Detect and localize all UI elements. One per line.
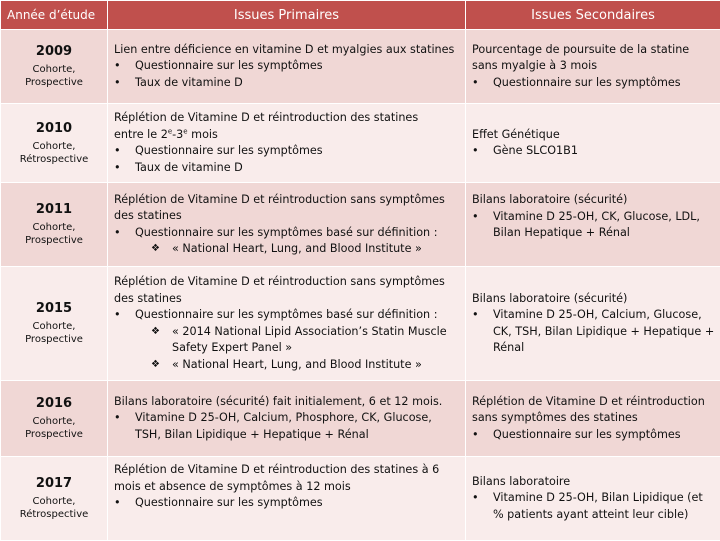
sub-bullet-item: ❖ « 2014 National Lipid Association’s Statin Muscle Safety Expert Panel » — [114, 324, 459, 357]
bullet-item: • Questionnaire sur les symptômes — [472, 427, 714, 444]
secondary-outcome-cell: Bilans laboratoire • Vitamine D 25-OH, Bilan Lipidique (et % patients ayant atteint leur cible) — [466, 457, 720, 541]
table-row — [1, 183, 720, 267]
year-label: 2011 — [7, 202, 101, 218]
year-cell — [1, 104, 108, 183]
secondary-outcome-cell: Effet Génétique • Gène SLCO1B1 — [466, 104, 720, 183]
bullet-item: • Questionnaire sur les symptômes — [472, 75, 714, 92]
year-cell — [1, 183, 108, 267]
year-label: 2016 — [7, 396, 101, 412]
bullet-item: • Questionnaire sur les symptômes basé sur définition : — [114, 307, 459, 324]
year-cell — [1, 381, 108, 457]
bullet-item: • Vitamine D 25-OH, Calcium, Phosphore, CK, Glucose, TSH, Bilan Lipidique + Hepatique + Rénal — [114, 410, 459, 443]
year-label: 2010 — [7, 121, 101, 137]
header-secondary: Issues Secondaires — [466, 1, 720, 30]
study-design: Cohorte, Prospective — [7, 221, 101, 247]
bullet-item: • Gène SLCO1B1 — [472, 143, 714, 160]
year-label: 2009 — [7, 44, 101, 60]
header-row — [1, 1, 720, 30]
sub-bullet-item: ❖ « National Heart, Lung, and Blood Institute » — [114, 241, 459, 258]
bullet-item: • Questionnaire sur les symptômes — [114, 143, 459, 160]
bullet-item: • Taux de vitamine D — [114, 75, 459, 92]
diamond-bullet-icon: ❖ — [151, 241, 160, 258]
secondary-outcome-cell: Pourcentage de poursuite de la statine sans myalgie à 3 mois • Questionnaire sur les symptômes — [466, 30, 720, 104]
table-row — [1, 457, 720, 541]
study-design: Cohorte, Rétrospective — [7, 495, 101, 521]
study-design: Cohorte, Rétrospective — [7, 140, 101, 166]
diamond-bullet-icon: ❖ — [151, 324, 160, 341]
table-row — [1, 267, 720, 381]
bullet-item: • Questionnaire sur les symptômes — [114, 495, 459, 512]
bullet-item: • Vitamine D 25-OH, Bilan Lipidique (et % patients ayant atteint leur cible) — [472, 490, 714, 523]
year-cell — [1, 457, 108, 541]
study-design: Cohorte, Prospective — [7, 415, 101, 441]
year-cell — [1, 267, 108, 381]
year-label: 2015 — [7, 301, 101, 317]
bullet-item: • Questionnaire sur les symptômes basé sur définition : — [114, 225, 459, 242]
diamond-bullet-icon: ❖ — [151, 357, 160, 374]
study-design: Cohorte, Prospective — [7, 320, 101, 346]
primary-outcome-cell: Réplétion de Vitamine D et réintroduction des statines entre le 2e-3e mois • Questionnaire sur les symptômes • Taux de vitamine D — [108, 104, 466, 183]
header-year: Année d’étude — [1, 1, 108, 30]
sub-bullet-item: ❖ « National Heart, Lung, and Blood Institute » — [114, 357, 459, 374]
primary-outcome-cell: Réplétion de Vitamine D et réintroduction des statines à 6 mois et absence de symptômes à 12 mois • Questionnaire sur les symptômes — [108, 457, 466, 541]
primary-outcome-cell: Lien entre déficience en vitamine D et myalgies aux statines • Questionnaire sur les symptômes • Taux de vitamine D — [108, 30, 466, 104]
primary-outcome-cell: Bilans laboratoire (sécurité) fait initialement, 6 et 12 mois. • Vitamine D 25-OH, Calcium, Phosphore, CK, Glucose, TSH, Bilan Lipidique + Hepatique + Rénal — [108, 381, 466, 457]
header-primary: Issues Primaires — [108, 1, 466, 30]
study-design: Cohorte, Prospective — [7, 63, 101, 89]
year-label: 2017 — [7, 476, 101, 492]
secondary-outcome-cell: Bilans laboratoire (sécurité) • Vitamine D 25-OH, Calcium, Glucose, CK, TSH, Bilan Lipidique + Hepatique + Rénal — [466, 267, 720, 381]
primary-outcome-cell: Réplétion de Vitamine D et réintroduction sans symptômes des statines • Questionnaire sur les symptômes basé sur définition : ❖ « National Heart, Lung, and Blood Institute » — [108, 183, 466, 267]
secondary-outcome-cell: Réplétion de Vitamine D et réintroduction sans symptômes des statines • Questionnaire sur les symptômes — [466, 381, 720, 457]
table-row — [1, 30, 720, 104]
bullet-item: • Vitamine D 25-OH, CK, Glucose, LDL, Bilan Hepatique + Rénal — [472, 209, 714, 242]
table-row — [1, 104, 720, 183]
secondary-outcome-cell: Bilans laboratoire (sécurité) • Vitamine D 25-OH, CK, Glucose, LDL, Bilan Hepatique + Rénal — [466, 183, 720, 267]
bullet-item: • Vitamine D 25-OH, Calcium, Glucose, CK, TSH, Bilan Lipidique + Hepatique + Rénal — [472, 307, 714, 357]
bullet-item: • Taux de vitamine D — [114, 160, 459, 177]
bullet-item: • Questionnaire sur les symptômes — [114, 58, 459, 75]
year-cell — [1, 30, 108, 104]
primary-outcome-cell: Réplétion de Vitamine D et réintroduction sans symptômes des statines • Questionnaire sur les symptômes basé sur définition : ❖ « 2014 National Lipid Association’s Statin Muscle Safety Expert Panel » ❖ « National Heart, Lung, and Blood Institute » — [108, 267, 466, 381]
table-row — [1, 381, 720, 457]
